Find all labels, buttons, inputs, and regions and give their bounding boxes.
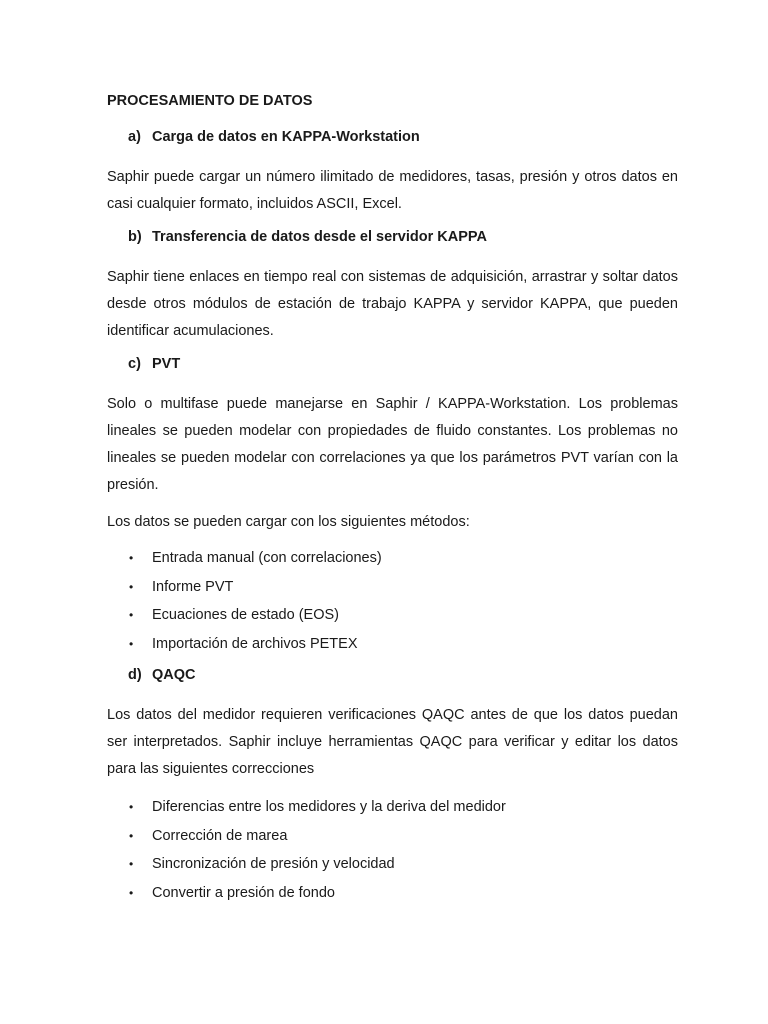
bullet-icon: •: [129, 636, 134, 651]
list-item-text: Entrada manual (con correlaciones): [152, 550, 382, 566]
section-marker-d: d): [128, 667, 142, 683]
list-item: [107, 879, 678, 908]
section-title-b: Transferencia de datos desde el servidor KAPPA: [152, 229, 487, 245]
list-item-text: Convertir a presión de fondo: [152, 884, 335, 901]
section-c-bullet-list: [107, 544, 678, 658]
section-title-c: PVT: [152, 356, 181, 372]
list-item-text: Sincronización de presión y velocidad: [152, 856, 395, 872]
list-item-text: Corrección de marea: [152, 827, 288, 844]
section-title-a: Carga de datos en KAPPA-Workstation: [152, 129, 420, 145]
section-d-bullet-list: [107, 793, 678, 907]
list-item: [107, 822, 678, 851]
list-item: [107, 573, 678, 602]
bullet-icon: •: [129, 857, 134, 871]
bullet-icon: •: [129, 579, 134, 594]
section-a-paragraph: Saphir puede cargar un número ilimitado de medidores, tasas, presión y otros datos en casi cualquier formato, incluidos ASCII, Excel.: [107, 169, 678, 212]
document-title: PROCESAMIENTO DE DATOS: [107, 93, 313, 109]
bullet-icon: •: [129, 828, 134, 843]
list-item: [107, 850, 678, 879]
list-item: [107, 793, 678, 822]
list-item-text: Informe PVT: [152, 578, 234, 595]
section-marker-a: a): [128, 129, 141, 145]
bullet-icon: •: [129, 608, 134, 622]
bullet-icon: •: [129, 551, 134, 565]
section-heading-d: [107, 666, 678, 684]
section-marker-b: b): [128, 229, 142, 245]
list-item: [107, 544, 678, 573]
section-heading-a: [107, 128, 678, 146]
document-content: [107, 92, 678, 915]
section-d-paragraph: Los datos del medidor requieren verificaciones QAQC antes de que los datos puedan ser interpretados. Saphir incluye herramientas QAQC para verificar y editar los datos para las siguientes correcciones: [107, 707, 678, 777]
list-item: [107, 601, 678, 630]
bullet-icon: •: [129, 885, 134, 900]
list-item-text: Diferencias entre los medidores y la deriva del medidor: [152, 799, 506, 815]
section-b-paragraph: Saphir tiene enlaces en tiempo real con sistemas de adquisición, arrastrar y soltar datos desde otros módulos de estación de trabajo KAPPA y servidor KAPPA, que pueden identificar acumulaciones.: [107, 269, 678, 339]
list-item-text: Importación de archivos PETEX: [152, 635, 358, 652]
section-title-d: QAQC: [152, 667, 196, 683]
section-heading-c: [107, 355, 678, 373]
section-heading-b: [107, 228, 678, 246]
list-item: [107, 630, 678, 659]
section-c-methods-intro: Los datos se pueden cargar con los siguientes métodos:: [107, 514, 470, 530]
list-item-text: Ecuaciones de estado (EOS): [152, 607, 339, 623]
section-marker-c: c): [128, 356, 141, 372]
bullet-icon: •: [129, 800, 134, 814]
section-c-paragraph: Solo o multifase puede manejarse en Saphir / KAPPA-Workstation. Los problemas lineales se pueden modelar con propiedades de fluido constantes. Los problemas no lineales se pueden modelar con correlaciones ya que los parámetros PVT varían con la presión.: [107, 396, 678, 493]
